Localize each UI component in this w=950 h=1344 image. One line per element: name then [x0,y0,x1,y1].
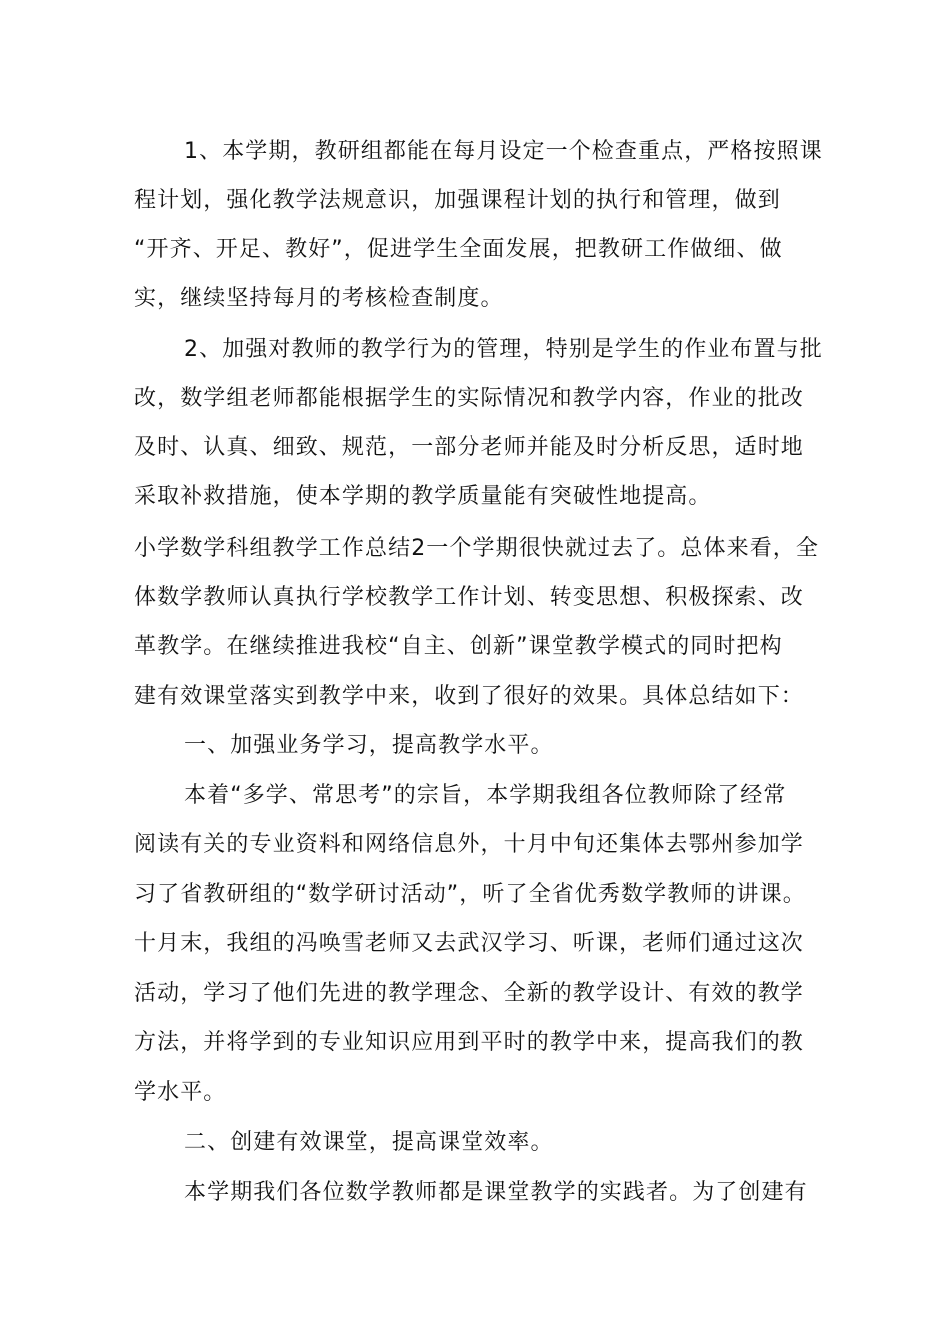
text-line: 本着“多学、常思考”的宗旨，本学期我组各位教师除了经常 [184,783,787,808]
text-line: 体数学教师认真执行学校教学工作计划、转变思想、积极探索、改 [134,585,804,610]
text-line: 改，数学组老师都能根据学生的实际情况和教学内容，作业的批改 [134,386,804,411]
text-line: “开齐、开足、教好”，促进学生全面发展，把教研工作做细、做 [134,237,783,262]
text-line: 习了省教研组的“数学研讨活动”，听了全省优秀数学教师的讲课。 [134,882,806,907]
text-line: 2、加强对教师的教学行为的管理，特别是学生的作业布置与批 [184,337,823,362]
text-line: 革教学。在继续推进我校“自主、创新”课堂教学模式的同时把构 [134,634,783,659]
text-line: 小学数学科组教学工作总结2一个学期很快就过去了。总体来看，全 [134,536,819,561]
text-line: 程计划，强化教学法规意识，加强课程计划的执行和管理，做到 [134,188,781,213]
section-heading: 一、加强业务学习，提高教学水平。 [184,733,554,758]
text-line: 阅读有关的专业资料和网络信息外，十月中旬还集体去鄂州参加学 [134,832,804,857]
text-line: 活动，学习了他们先进的教学理念、全新的教学设计、有效的教学 [134,981,804,1006]
text-line: 及时、认真、细致、规范，一部分老师并能及时分析反思，适时地 [134,435,804,460]
text-line: 本学期我们各位数学教师都是课堂教学的实践者。为了创建有 [184,1180,808,1205]
text-line: 实，继续坚持每月的考核检查制度。 [134,286,504,311]
text-line: 1、本学期，教研组都能在每月设定一个检查重点，严格按照课 [184,139,823,164]
text-line: 十月末，我组的冯唤雪老师又去武汉学习、听课，老师们通过这次 [134,931,804,956]
text-line: 采取补救措施，使本学期的教学质量能有突破性地提高。 [134,484,712,509]
section-heading: 二、创建有效课堂，提高课堂效率。 [184,1130,554,1155]
text-line: 建有效课堂落实到教学中来，收到了很好的效果。具体总结如下： [134,684,804,709]
text-line: 学水平。 [134,1080,227,1105]
text-line: 方法，并将学到的专业知识应用到平时的教学中来，提高我们的教 [134,1030,804,1055]
